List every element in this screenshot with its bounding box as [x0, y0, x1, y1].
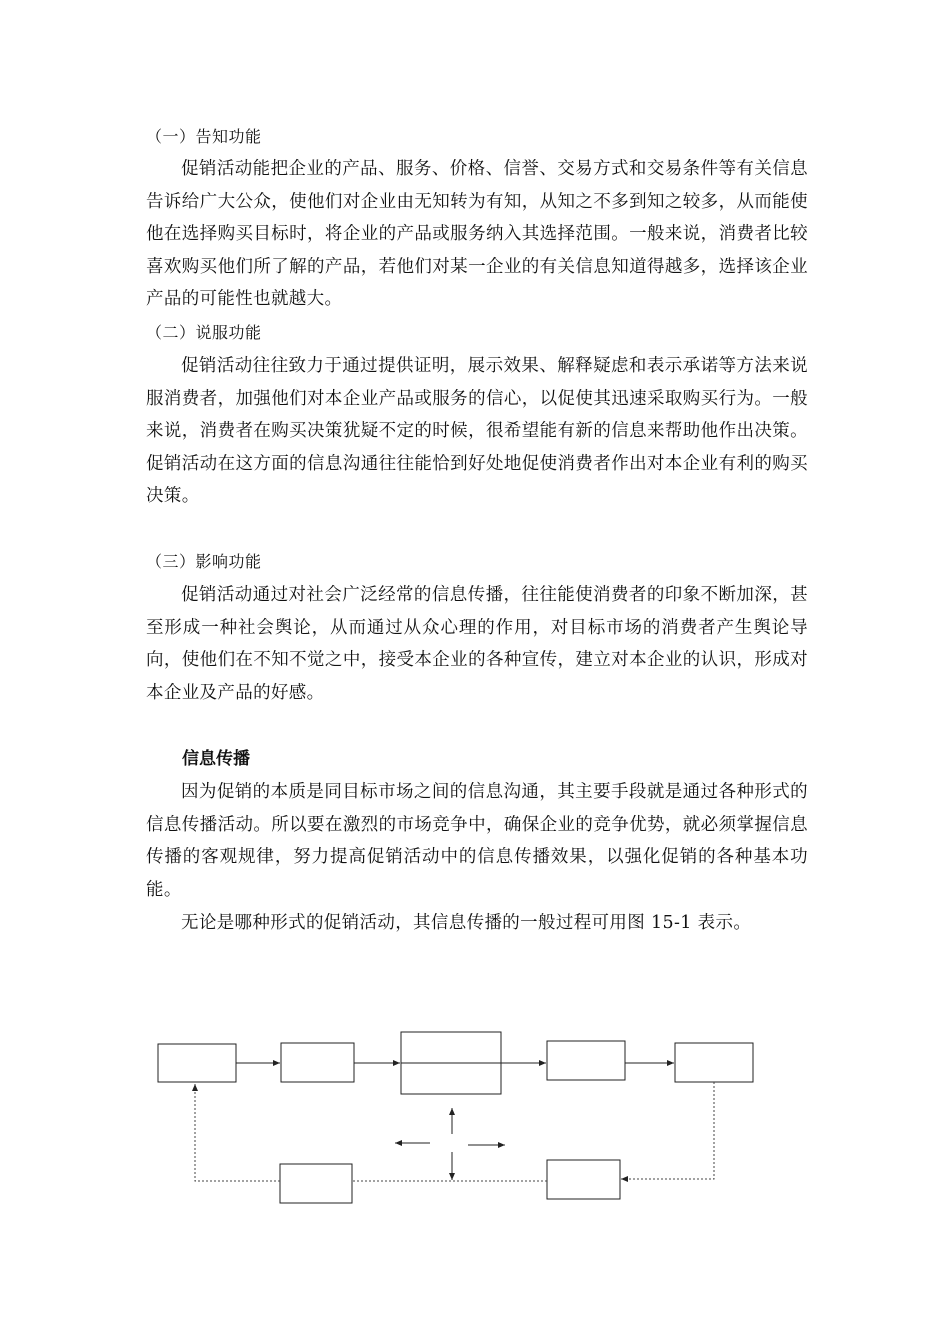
- diagram-box-7: [547, 1160, 620, 1199]
- section-heading-inform: （一）告知功能: [146, 127, 262, 146]
- diagram-box-2: [281, 1043, 354, 1082]
- section-body-influence: 促销活动通过对社会广泛经常的信息传播，往往能使消费者的印象不断加深，甚至形成一种社会舆论，从而通过从众心理的作用，对目标市场的消费者产生舆论导向，使他们在不知不觉之中，接受本企业的各种宣传，建立对本企业的认识，形成对本企业及产品的好感。: [146, 585, 808, 703]
- section-body-inform: 促销活动能把企业的产品、服务、价格、信誉、交易方式和交易条件等有关信息告诉给广大公众，使他们对企业由无知转为有知，从知之不多到知之较多，从而能使他在选择购买目标时，将企业的产品或服务纳入其选择范围。一般来说，消费者比较喜欢购买他们所了解的产品，若他们对某一企业的有关信息知道得越多，选择该企业产品的可能性也就越大。: [146, 159, 808, 309]
- info-spread-paragraph: 因为促销的本质是同目标市场之间的信息沟通，其主要手段就是通过各种形式的信息传播活动。所以要在激烈的市场竞争中，确保企业的竞争优势，就必须掌握信息传播的客观规律，努力提高促销活动中的信息传播效果，以强化促销的各种基本功能。: [146, 782, 808, 900]
- diagram-box-1: [158, 1044, 236, 1082]
- section-heading-influence: （三）影响功能: [146, 552, 262, 571]
- diagram-box-4: [547, 1041, 625, 1080]
- section-heading-persuade: （二）说服功能: [146, 323, 262, 342]
- info-spread-title: 信息传播: [182, 749, 250, 769]
- diagram-feedback-left: [195, 1084, 280, 1181]
- section-body-persuade: 促销活动往往致力于通过提供证明，展示效果、解释疑虑和表示承诺等方法来说服消费者，加强他们对本企业产品或服务的信心，以促使其迅速采取购买行为。一般来说，消费者在购买决策犹疑不定的时候，很希望能有新的信息来帮助他作出决策。促销活动在这方面的信息沟通往往能恰到好处地促使消费者作出对本企业有利的购买决策。: [146, 356, 808, 506]
- diagram-box-5: [675, 1043, 753, 1082]
- info-spread-figure-reference: 无论是哪种形式的促销活动，其信息传播的一般过程可用图 15-1 表示。: [181, 913, 752, 933]
- diagram-feedback-right: [621, 1082, 714, 1179]
- diagram-box-6: [280, 1164, 352, 1203]
